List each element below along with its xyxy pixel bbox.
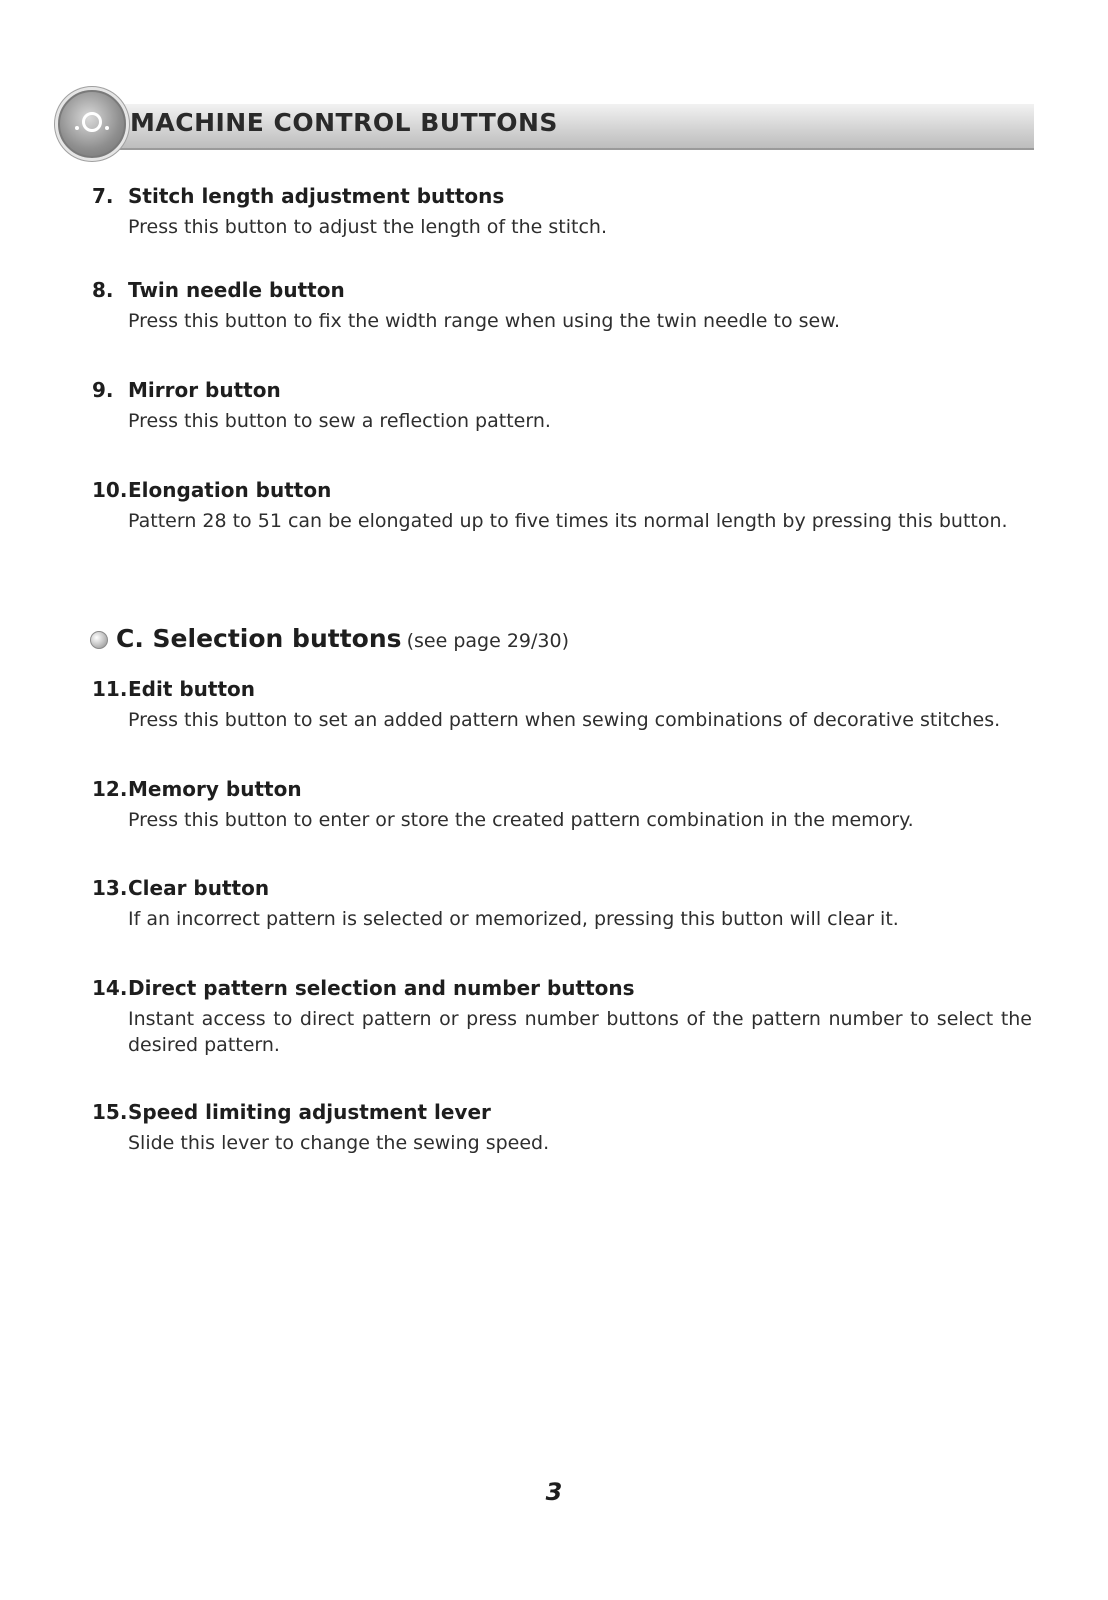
item-title: Mirror button — [128, 378, 281, 402]
list-item — [92, 184, 1032, 240]
item-title: Stitch length adjustment buttons — [128, 184, 505, 208]
item-number: 13. — [92, 876, 128, 900]
section-header — [58, 88, 1034, 158]
item-description: Press this button to enter or store the created pattern combination in the memory. — [128, 809, 914, 831]
list-item — [92, 278, 1032, 334]
item-number: 9. — [92, 378, 114, 402]
item-title: Speed limiting adjustment lever — [128, 1100, 491, 1124]
list-item — [92, 378, 1032, 434]
item-title: Clear button — [128, 876, 270, 900]
item-description: Pattern 28 to 51 can be elongated up to five times its normal length by pressing this button. — [128, 510, 1008, 532]
item-description: Press this button to sew a reflection pattern. — [128, 410, 551, 432]
item-number: 10. — [92, 478, 128, 502]
list-item — [92, 876, 1032, 932]
item-description: Press this button to set an added pattern when sewing combinations of decorative stitches. — [128, 709, 1001, 731]
item-title: Memory button — [128, 777, 302, 801]
item-number: 8. — [92, 278, 114, 302]
list-item — [92, 677, 1032, 733]
item-title: Direct pattern selection and number buttons — [128, 976, 635, 1000]
list-item — [92, 777, 1032, 833]
item-description: Press this button to adjust the length of the stitch. — [128, 216, 607, 238]
item-description: Slide this lever to change the sewing speed. — [128, 1132, 550, 1154]
item-title: Twin needle button — [128, 278, 345, 302]
item-number: 12. — [92, 777, 128, 801]
item-title: Edit button — [128, 677, 256, 701]
section-heading — [90, 624, 569, 653]
list-item — [92, 1100, 1032, 1156]
item-description: Instant access to direct pattern or press number buttons of the pattern number to select the desired pattern. — [128, 1008, 1032, 1056]
page-title: MACHINE CONTROL BUTTONS — [130, 108, 558, 137]
item-description: Press this button to fix the width range when using the twin needle to sew. — [128, 310, 841, 332]
page-number: 3 — [545, 1478, 563, 1506]
item-number: 11. — [92, 677, 128, 701]
item-title: Elongation button — [128, 478, 332, 502]
item-description: If an incorrect pattern is selected or memorized, pressing this button will clear it. — [128, 908, 899, 930]
section-title: C. Selection buttons — [116, 624, 402, 653]
bullet-icon — [90, 631, 108, 649]
item-number: 15. — [92, 1100, 128, 1124]
item-number: 14. — [92, 976, 128, 1000]
item-number: 7. — [92, 184, 114, 208]
section-note: (see page 29/30) — [406, 630, 569, 652]
list-item — [92, 976, 1032, 1058]
button-ring-icon — [58, 90, 126, 158]
list-item — [92, 478, 1032, 534]
